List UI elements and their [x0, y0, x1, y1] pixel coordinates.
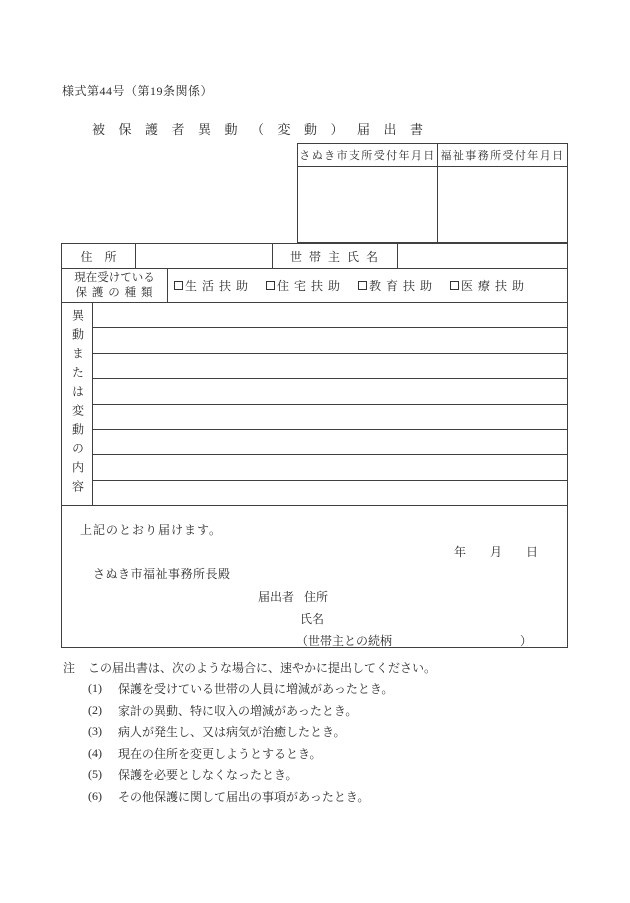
note-item-number: (2)	[88, 702, 102, 717]
address-householder-row	[62, 244, 567, 269]
change-row[interactable]	[93, 481, 567, 505]
note-item-text: 病人が発生し、又は病気が治癒したとき。	[118, 725, 346, 740]
note-item-text: 家計の異動、特に収入の増減があったとき。	[118, 703, 358, 718]
notes-header-text: この届出書は、次のような場合に、速やかに提出してください。	[88, 660, 437, 675]
checkbox-icon[interactable]	[358, 281, 367, 290]
protection-type-label-line1: 現在受けている	[74, 271, 155, 284]
protection-option-iryo[interactable]	[450, 277, 525, 294]
receipt-body-row	[298, 167, 567, 242]
note-item	[88, 678, 568, 700]
receipt-city-branch-value-cell[interactable]	[298, 167, 438, 242]
reporter-name-label[interactable]: 氏名	[300, 612, 325, 626]
note-item	[88, 743, 568, 765]
householder-name-label: 世 帯 主 氏 名	[273, 244, 398, 268]
protection-option-kyoiku[interactable]	[358, 277, 433, 294]
receipt-welfare-office-header: 福祉事務所受付年月日	[440, 150, 565, 162]
change-row[interactable]	[93, 430, 567, 455]
protection-type-row	[62, 269, 567, 303]
checkbox-icon[interactable]	[266, 281, 275, 290]
address-label: 住 所	[62, 244, 136, 268]
change-row[interactable]	[93, 354, 567, 379]
note-item-text: 現在の住所を変更しようとするとき。	[118, 746, 322, 761]
reporter-line	[258, 588, 328, 605]
note-item-number: (6)	[88, 788, 102, 803]
checkbox-icon[interactable]	[450, 281, 459, 290]
change-row[interactable]	[93, 328, 567, 353]
addressee: さぬき市福祉事務所長殿	[93, 567, 231, 581]
change-row[interactable]	[93, 455, 567, 480]
receipt-welfare-office-value-cell[interactable]	[438, 167, 567, 242]
note-item	[88, 764, 568, 786]
protection-option-label: 教 育 扶 助	[369, 279, 434, 293]
date-line[interactable]: 年 月 日	[453, 545, 538, 559]
note-item-text: 保護を必要としなくなったとき。	[118, 768, 298, 783]
notes-marker: 注	[63, 660, 76, 675]
relationship-line[interactable]	[296, 632, 532, 649]
notes-header	[63, 656, 568, 678]
change-row[interactable]	[93, 379, 567, 404]
form-number: 様式第44号（第19条関係）	[62, 84, 214, 98]
protection-option-jutaku[interactable]	[266, 277, 341, 294]
note-item-text: 保護を受けている世帯の人員に増減があったとき。	[118, 682, 394, 697]
note-item-number: (4)	[88, 745, 102, 760]
change-row[interactable]	[93, 405, 567, 430]
change-section-label	[62, 303, 93, 505]
main-form-table	[61, 243, 568, 648]
notes-section	[63, 656, 568, 807]
change-row[interactable]	[93, 303, 567, 328]
change-rows	[93, 303, 567, 505]
receipt-table	[297, 143, 568, 243]
reporter-label: 届出者	[258, 590, 295, 604]
change-content-section	[62, 303, 567, 506]
protection-type-label	[62, 269, 168, 302]
note-item-number: (5)	[88, 767, 102, 782]
reporter-address-label[interactable]: 住所	[304, 590, 329, 604]
note-item	[88, 700, 568, 722]
relationship-close-text: ）	[519, 634, 532, 648]
declaration-section	[62, 506, 567, 647]
relationship-open-text: （世帯主との続柄	[296, 634, 393, 648]
protection-type-label-line2: 保 護 の 種 類	[75, 286, 154, 299]
declaration-statement: 上記のとおり届けます。	[80, 523, 223, 537]
receipt-city-branch-header: さぬき市支所受付年月日	[298, 144, 438, 166]
householder-name-value-cell[interactable]	[398, 244, 567, 268]
note-item	[88, 721, 568, 743]
protection-option-label: 医 療 扶 助	[461, 279, 526, 293]
address-value-cell[interactable]	[136, 244, 273, 268]
receipt-header-row	[298, 144, 567, 167]
protection-type-options	[168, 269, 567, 302]
checkbox-icon[interactable]	[174, 281, 183, 290]
note-item-number: (3)	[88, 724, 102, 739]
page-title: 被保護者異動（変動）届出書	[92, 122, 437, 137]
protection-option-seikatsu[interactable]	[174, 277, 249, 294]
change-section-label-text: 異動または変動の内容	[70, 309, 85, 499]
protection-option-label: 生 活 扶 助	[185, 279, 250, 293]
note-item	[88, 786, 568, 808]
note-item-number: (1)	[88, 681, 102, 696]
note-item-text: その他保護に関して届出の事項があったとき。	[118, 789, 370, 804]
protection-option-label: 住 宅 扶 助	[277, 279, 342, 293]
